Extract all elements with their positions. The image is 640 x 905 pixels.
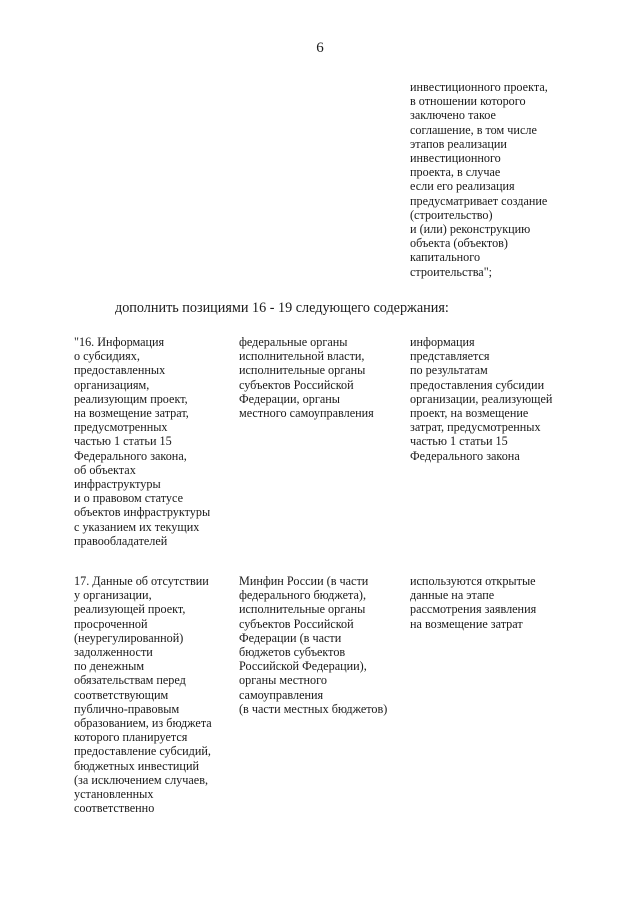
text-line: реализующей проект, xyxy=(74,602,186,617)
text-line: используются открытые xyxy=(410,574,536,588)
text-line: по денежным xyxy=(74,659,145,674)
text-line: информация xyxy=(410,335,475,349)
text-line: на возмещение затрат xyxy=(410,616,523,631)
text-line: задолженности xyxy=(74,645,153,660)
text-line: предоставленных xyxy=(74,363,166,378)
text-line: у организации, xyxy=(74,588,152,603)
text-line: представляется xyxy=(410,349,490,364)
text-line: "16. Информация xyxy=(74,335,165,349)
continuation-text xyxy=(410,80,620,279)
text-line: Федерального закона, xyxy=(74,448,187,463)
text-line: соответственно xyxy=(74,801,155,816)
text-line: исполнительной власти, xyxy=(239,349,365,364)
text-line: с указанием их текущих xyxy=(74,519,200,534)
text-line: образованием, из бюджета xyxy=(74,716,212,731)
text-line: исполнительные органы xyxy=(239,363,366,378)
text-line: федерального бюджета), xyxy=(239,588,367,603)
text-line: об объектах xyxy=(74,462,136,477)
text-line: предоставления субсидии xyxy=(410,377,545,392)
text-line: установленных xyxy=(74,787,154,802)
text-line: федеральные органы xyxy=(239,335,348,349)
text-line: капитального xyxy=(410,250,481,265)
text-line: по результатам xyxy=(410,363,488,378)
text-line: инвестиционного проекта, xyxy=(410,80,548,94)
text-line: объекта (объектов) xyxy=(410,236,508,251)
text-line: частью 1 статьи 15 xyxy=(410,434,508,449)
text-line: соответствующим xyxy=(74,687,169,702)
text-line: Федерации (в части xyxy=(239,630,342,645)
text-line: инфраструктуры xyxy=(74,477,161,492)
text-line: затрат, предусмотренных xyxy=(410,420,541,435)
text-line: Минфин России (в части xyxy=(239,574,369,588)
text-line: заключено такое xyxy=(410,108,496,123)
responsible-bodies-cell xyxy=(239,574,404,716)
text-line: на возмещение затрат, xyxy=(74,406,189,421)
position-name-cell xyxy=(74,574,234,815)
submission-terms-cell xyxy=(410,574,620,631)
text-line: 17. Данные об отсутствии xyxy=(74,574,209,588)
text-line: в отношении которого xyxy=(410,94,526,109)
position-name-cell xyxy=(74,335,234,548)
text-line: данные на этапе xyxy=(410,588,495,603)
page-number: 6 xyxy=(316,40,324,56)
text-line: организации, реализующей xyxy=(410,391,553,406)
text-line: органы местного xyxy=(239,673,327,688)
text-line: рассмотрения заявления xyxy=(410,602,537,617)
text-line: которого планируется xyxy=(74,730,188,745)
text-line: обязательствам перед xyxy=(74,673,186,688)
text-line: соглашение, в том числе xyxy=(410,122,537,137)
text-line: предусматривает создание xyxy=(410,193,548,208)
text-line: если его реализация xyxy=(410,179,515,194)
text-line: (строительство) xyxy=(410,207,493,222)
text-line: частью 1 статьи 15 xyxy=(74,434,172,449)
text-line: и о правовом статусе xyxy=(74,491,183,506)
text-line: проект, на возмещение xyxy=(410,406,529,421)
text-line: о субсидиях, xyxy=(74,349,140,364)
text-line: Российской Федерации), xyxy=(239,659,367,674)
text-line: Федерации, органы xyxy=(239,391,340,406)
text-line: Федерального закона xyxy=(410,448,520,463)
text-line: предусмотренных xyxy=(74,420,168,435)
text-line: (неурегулированной) xyxy=(74,630,184,645)
text-line: предоставление субсидий, xyxy=(74,744,211,759)
text-line: бюджетов субъектов xyxy=(239,645,346,660)
text-line: и (или) реконструкцию xyxy=(410,222,531,237)
text-line: организациям, xyxy=(74,377,150,392)
text-line: объектов инфраструктуры xyxy=(74,505,211,520)
text-line: этапов реализации xyxy=(410,136,507,151)
text-line: субъектов Российской xyxy=(239,377,354,392)
text-line: (в части местных бюджетов) xyxy=(239,701,388,716)
text-line: просроченной xyxy=(74,616,148,631)
text-line: инвестиционного xyxy=(410,151,501,166)
amendment-intro: дополнить позициями 16 - 19 следующего содержания: xyxy=(115,300,449,316)
submission-terms-cell xyxy=(410,335,620,463)
text-line: самоуправления xyxy=(239,687,324,702)
text-line: публично-правовым xyxy=(74,701,180,716)
text-line: бюджетных инвестиций xyxy=(74,758,199,773)
text-line: (за исключением случаев, xyxy=(74,772,208,787)
text-line: правообладателей xyxy=(74,533,168,548)
text-line: местного самоуправления xyxy=(239,406,374,421)
text-line: исполнительные органы xyxy=(239,602,366,617)
text-line: субъектов Российской xyxy=(239,616,354,631)
text-line: строительства"; xyxy=(410,264,493,279)
text-line: реализующим проект, xyxy=(74,391,188,406)
responsible-bodies-cell xyxy=(239,335,404,420)
text-line: проекта, в случае xyxy=(410,165,501,180)
